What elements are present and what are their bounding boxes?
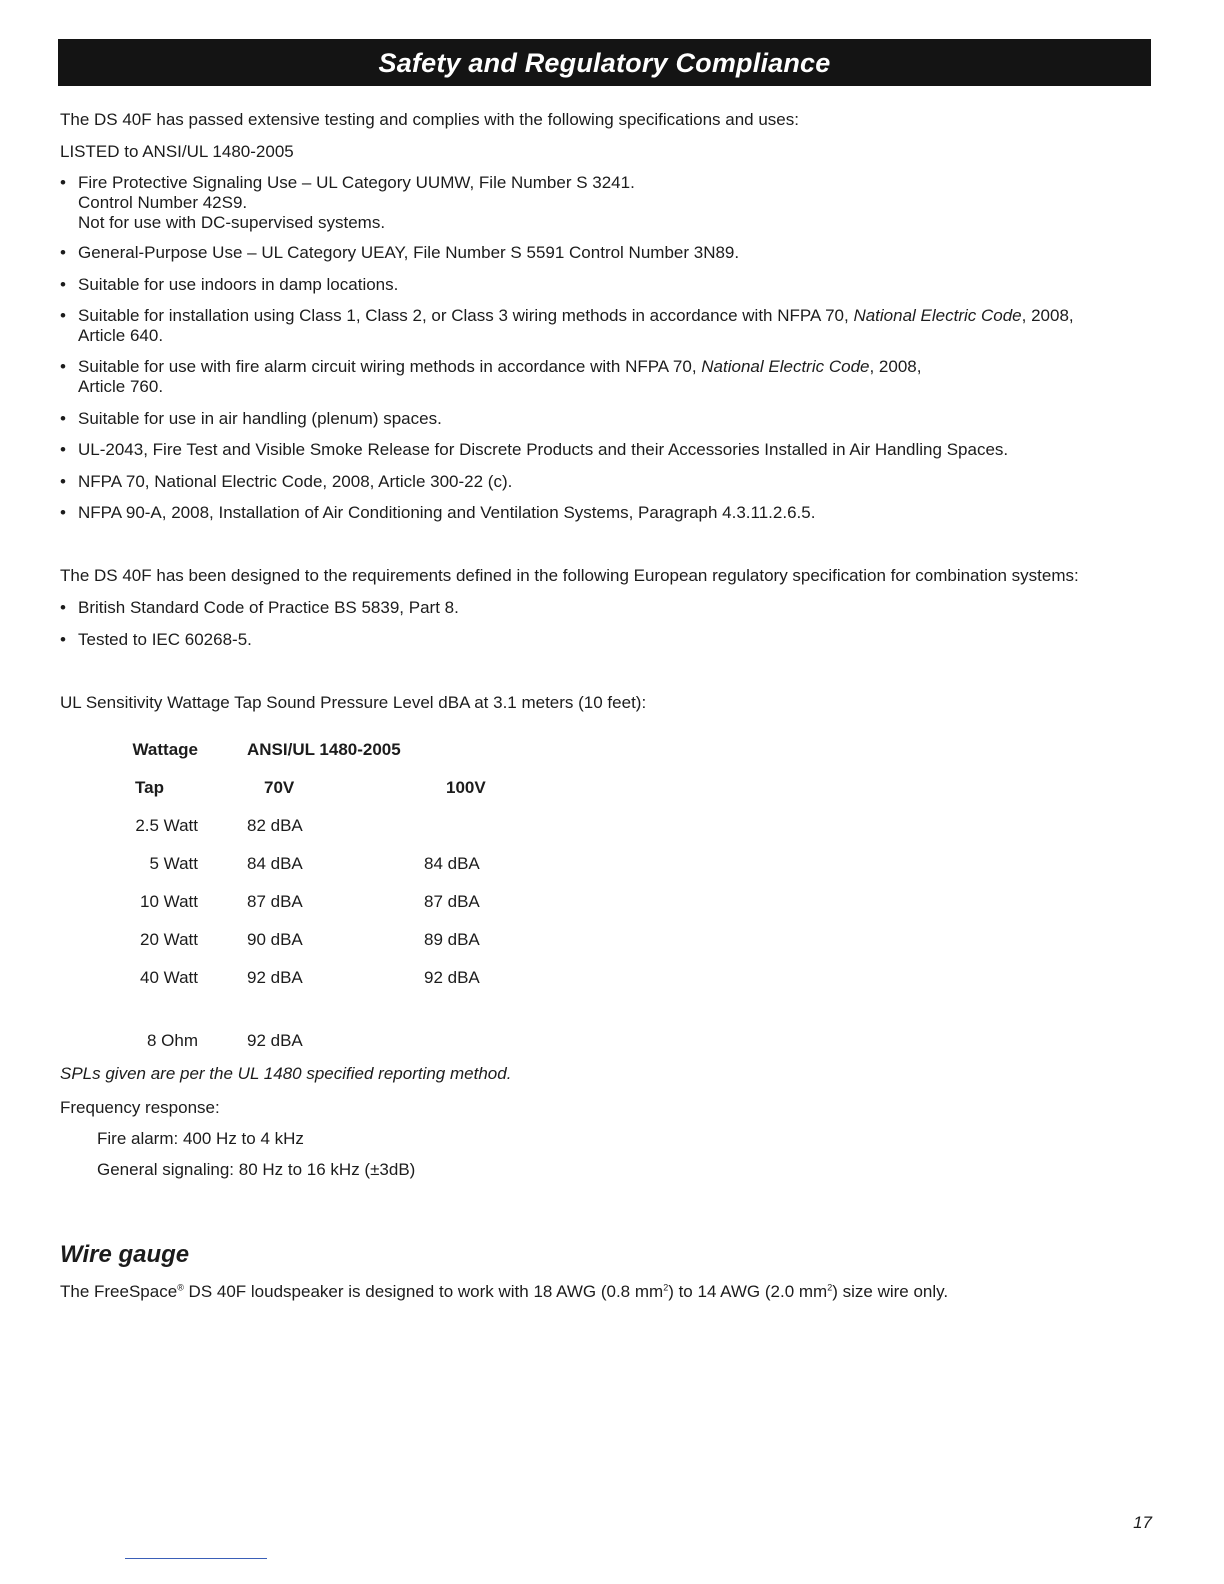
bullet-icon: • [60,598,66,617]
list-item [60,598,1160,618]
spl-caption: UL Sensitivity Wattage Tap Sound Pressure Level dBA at 3.1 meters (10 feet): [60,693,647,712]
bullet-line: General-Purpose Use – UL Category UEAY, File Number S 5591 Control Number 3N89. [78,243,740,262]
bullet-line: Control Number 42S9. [78,193,248,212]
table-spacer [60,997,486,1022]
spl-100v-cell [424,807,486,845]
section-banner [58,39,1151,86]
tap-cell: 40 Watt [140,968,198,987]
list-item [60,306,1160,346]
bullet-line: British Standard Code of Practice BS 5839, Part 8. [78,598,459,617]
spl-100v-cell: 84 dBA [424,854,480,873]
bullet-icon: • [60,357,66,376]
list-item [60,503,1160,523]
column-header: Tap [135,778,164,797]
table-row [60,883,486,921]
list-item [60,440,1160,460]
frequency-fire-alarm: Fire alarm: 400 Hz to 4 kHz [97,1129,304,1148]
bullet-line: Tested to IEC 60268-5. [78,630,252,649]
tap-cell: 2.5 Watt [135,816,198,835]
spl-note: SPLs given are per the UL 1480 specified reporting method. [60,1064,512,1083]
bullet-line: Suitable for use in air handling (plenum) spaces. [78,409,442,428]
bullet-line: Suitable for installation using Class 1, Class 2, or Class 3 wiring methods in accordance with NFPA 70, National Electric Code, 2008, [78,306,1074,325]
spl-70v-cell: 82 dBA [247,816,303,835]
tap-cell: 20 Watt [140,930,198,949]
bullet-line: NFPA 90-A, 2008, Installation of Air Conditioning and Ventilation Systems, Paragraph 4.3.11.2.6.5. [78,503,816,522]
bullet-line: Suitable for use with fire alarm circuit wiring methods in accordance with NFPA 70, National Electric Code, 2008, [78,357,922,376]
list-item [60,275,1160,295]
bullet-line: Article 640. [78,326,164,345]
page-number: 17 [1133,1513,1152,1532]
table-header-row [60,731,486,769]
tap-cell: 5 Watt [149,854,198,873]
list-item [60,409,1160,429]
bullet-icon: • [60,440,66,459]
bullet-icon: • [60,630,66,649]
tap-cell: 10 Watt [140,892,198,911]
column-header: 70V [264,778,295,797]
bullet-icon: • [60,173,66,192]
spl-100v-cell: 89 dBA [424,930,480,949]
list-item [60,357,1160,397]
table-row [60,959,486,997]
bullet-line: NFPA 70, National Electric Code, 2008, Article 300-22 (c). [78,472,513,491]
table-row [60,921,486,959]
table-row [60,845,486,883]
spl-70v-cell: 84 dBA [247,854,303,873]
bullet-icon: • [60,306,66,325]
column-header: 100V [446,778,486,797]
table-header-row [60,769,486,807]
bullet-icon: • [60,409,66,428]
bullet-icon: • [60,503,66,522]
section-heading: Wire gauge [60,1241,190,1268]
tap-cell: 8 Ohm [146,1031,198,1050]
list-item [60,472,1160,492]
frequency-label: Frequency response: [60,1098,220,1117]
footer-divider [125,1558,267,1559]
column-header: Wattage [132,740,198,759]
bullet-icon: • [60,472,66,491]
intro-paragraph: The DS 40F has passed extensive testing and complies with the following specifications and uses: [60,110,799,129]
table-row [60,807,486,845]
list-item [60,243,1160,263]
bullet-line: UL-2043, Fire Test and Visible Smoke Release for Discrete Products and their Accessories Installed in Air Handling Spaces. [78,440,1009,459]
bullet-icon: • [60,243,66,262]
spl-70v-cell: 92 dBA [247,1031,303,1050]
bullet-line: Fire Protective Signaling Use – UL Category UUMW, File Number S 3241. [78,173,635,192]
spl-70v-cell: 90 dBA [247,930,303,949]
column-header: ANSI/UL 1480-2005 [247,740,401,759]
table-row [60,1022,486,1060]
list-item [60,173,1160,233]
frequency-general: General signaling: 80 Hz to 16 kHz (±3dB) [97,1160,416,1179]
spl-100v-cell: 92 dBA [424,968,480,987]
page-title: Safety and Regulatory Compliance [378,47,831,78]
wire-paragraph: The FreeSpace® DS 40F loudspeaker is designed to work with 18 AWG (0.8 $mm^2$) to 14 AWG (2.0 $mm^2$) size wire only. [60,1282,949,1301]
bullet-line: Not for use with DC-supervised systems. [78,213,386,232]
list-item [60,630,1160,650]
bullet-icon: • [60,275,66,294]
bullet-line: Article 760. [78,377,164,396]
spl-70v-cell: 92 dBA [247,968,303,987]
bullet-line: Suitable for use indoors in damp locations. [78,275,399,294]
spl-table [60,731,486,1060]
spl-100v-cell: 87 dBA [424,892,480,911]
european-paragraph: The DS 40F has been designed to the requirements defined in the following European regulatory specification for combination systems: [60,566,1079,585]
listed-line: LISTED to ANSI/UL 1480-2005 [60,142,294,161]
spl-70v-cell: 87 dBA [247,892,303,911]
